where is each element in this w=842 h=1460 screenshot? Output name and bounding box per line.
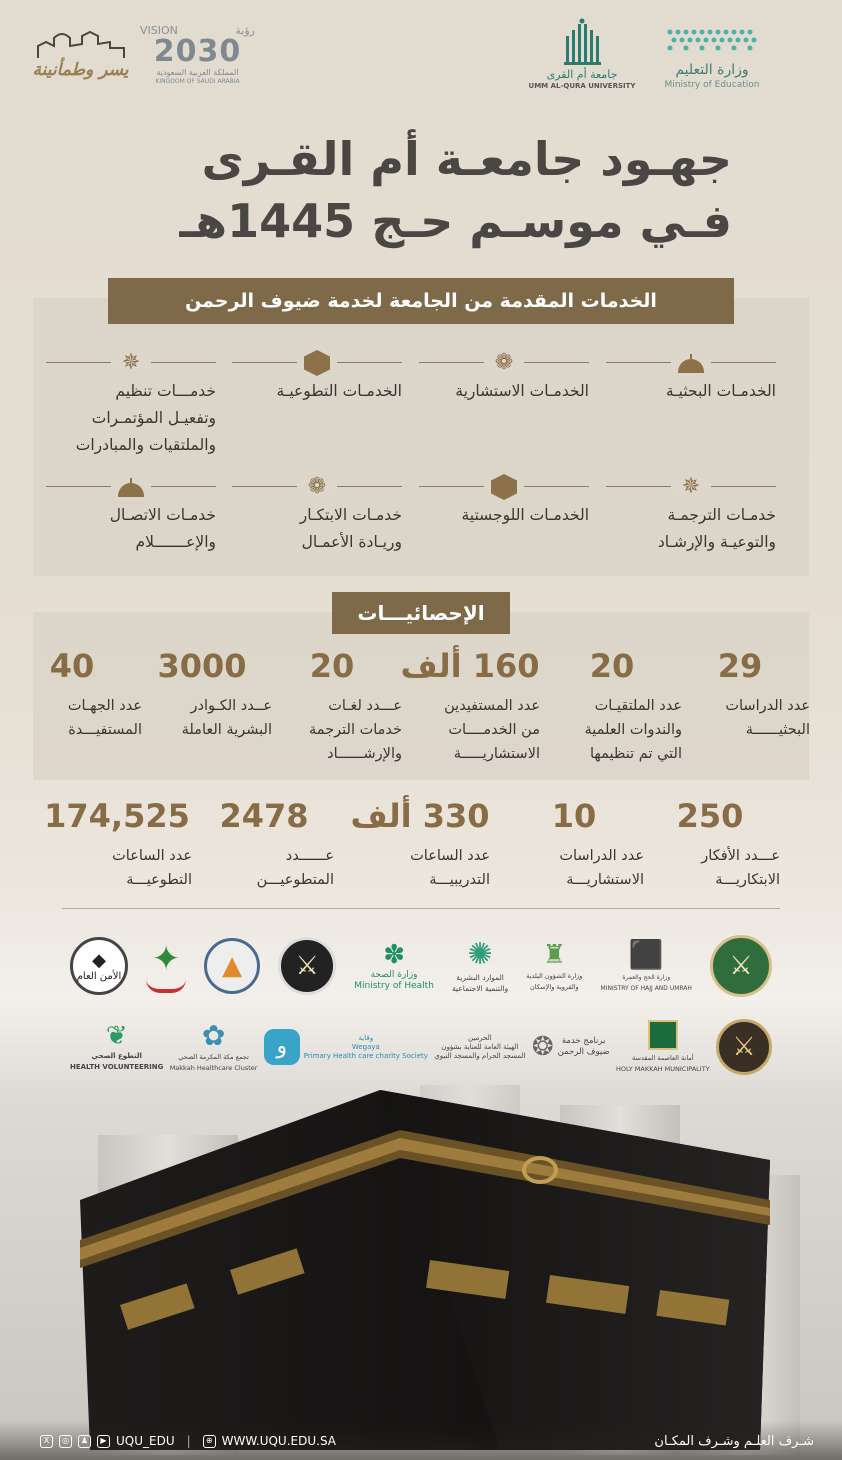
stat-label: عدد الدراسات الاستشاريـــة <box>559 848 644 888</box>
social-handle[interactable]: UQU_EDU <box>116 1434 175 1448</box>
wegaya-logo: وقاية Wegaya Primary Health care charity Society ﻭ <box>264 1029 428 1065</box>
makkah-municipality-logo: أمانة العاصمة المقدسة HOLY MAKKAH MUNICIPALITY <box>616 1020 710 1075</box>
watan-logo <box>28 28 133 80</box>
divider <box>62 908 780 909</box>
makkah-cluster-logo: ✿ تجمع مكة المكرمة الصحي Makkah Healthcare Cluster <box>169 1019 258 1072</box>
service-label: الخدمـات البحثيـة <box>665 382 776 400</box>
moe-logo <box>652 26 772 90</box>
service-label: الخدمـات اللوجستية <box>461 506 589 524</box>
service-label: خدمـات الاتصـال والإعـــــــلام <box>109 506 216 551</box>
uqu-label-en: UMM AL-QURA UNIVERSITY <box>528 82 636 90</box>
stat-volunteers <box>194 796 334 892</box>
service-label: خدمـات الترجمـة والتوعيـة والإرشـاد <box>657 506 776 551</box>
title-line-1: جهـود جامعـة أم القـرى <box>201 132 732 186</box>
partners-row-1 <box>70 930 772 1002</box>
vision-year: 2030 <box>153 34 242 69</box>
moe-label-ar: وزارة التعليم <box>675 62 749 78</box>
stat-volunteer-hours <box>42 796 192 892</box>
hexagon-icon <box>303 349 331 377</box>
website-link[interactable]: WWW.UQU.EDU.SA <box>221 1434 336 1448</box>
service-label: خدمـات الابتكـار وريـادة الأعمـال <box>299 506 402 551</box>
stat-ideas <box>640 796 780 892</box>
red-crescent-logo: ✦ <box>146 939 186 993</box>
service-label: الخدمـات الاستشارية <box>455 382 589 400</box>
stat-value: 2478 <box>219 797 309 835</box>
x-icon[interactable]: X <box>40 1435 53 1448</box>
stat-value: 174,525 <box>44 797 190 835</box>
watan-script: يسر وطمأنينة <box>32 60 129 80</box>
skyline-icon <box>36 28 126 60</box>
footer-slogan: شـرف العلـم وشـرف المكـان <box>654 1434 814 1449</box>
youtube-icon[interactable]: ▶ <box>97 1435 110 1448</box>
rosette-icon: ❁ <box>494 350 514 375</box>
star-icon: ✵ <box>121 350 141 375</box>
title-line-2: فـي موسـم حـج 1445هـ <box>179 194 732 248</box>
vision-2030-logo <box>140 24 255 85</box>
stat-label: عدد الجهـات المستفيـــدة <box>67 698 142 738</box>
stat-value: 250 <box>676 797 744 835</box>
uqu-label-ar: جامعة أم القرى <box>546 68 618 81</box>
footer-social: X ◎ ♟ ▶ UQU_EDU | ⊕ WWW.UQU.EDU.SA <box>40 1434 336 1448</box>
hr-ministry-logo: ✺ الموارد البشرية والتنمية الاجتماعية <box>451 937 509 993</box>
service-label: خدمـــات تنظيم وتفعيـل المؤتمـرات والملتقيات والمبادرات <box>75 382 216 454</box>
stat-beneficiaries <box>400 646 540 766</box>
dome-icon <box>677 349 705 377</box>
municipal-ministry-logo: ♜ وزارة الشؤون البلدية والقروية والإسكان <box>526 940 583 991</box>
dome-icon <box>117 473 145 501</box>
stat-value: 29 <box>717 647 763 685</box>
haramain-logo: الحرمين الهيئة العامة للعناية بشؤون المسجد الحرام والمسجد النبوي <box>434 1033 526 1060</box>
stat-value: 330 ألف <box>350 797 490 835</box>
hexagon-icon <box>490 473 518 501</box>
vision-word: VISION <box>140 24 178 37</box>
stat-label: عدد المستفيدين من الخدمــــات الاستشاريـــــة <box>444 698 540 762</box>
stat-training-hours <box>350 796 490 892</box>
service-label: الخدمـات التطوعيـة <box>276 382 402 400</box>
public-security-logo: ◆ الأمن العام <box>70 937 128 995</box>
stat-label: عدد الساعات التدريبيـــة <box>410 848 490 888</box>
vision-kingdom-en: KINGDOM OF SAUDI ARABIA <box>155 78 240 85</box>
special-security-logo: ⚔ <box>716 1019 772 1075</box>
stat-value: 20 <box>589 647 635 685</box>
globe-icon: ⊕ <box>203 1435 216 1448</box>
stats-heading: الإحصائيـــات <box>332 592 510 634</box>
interior-ministry-logo: ⚔ <box>710 935 772 997</box>
stat-consulting-studies <box>504 796 644 892</box>
stat-label: عــــــدد المتطوعيـــن <box>256 848 334 888</box>
instagram-icon[interactable]: ◎ <box>59 1435 72 1448</box>
stat-label: عدد الملتقيـات والندوات العلمية التي تم تنظيمها <box>584 698 682 762</box>
stat-value: 10 <box>551 797 597 835</box>
footer-bar <box>0 1420 842 1460</box>
moe-dots-icon <box>664 26 760 56</box>
uqu-emblem-icon <box>562 18 602 66</box>
snapchat-icon[interactable]: ♟ <box>78 1435 91 1448</box>
vision-kingdom-ar: المملكة العربية السعودية <box>156 68 239 77</box>
health-volunteering-logo: ❦ التطوع الصحي HEALTH VOLUNTEERING <box>70 1021 164 1071</box>
stat-value: 40 <box>49 647 95 685</box>
stat-label: عــدد الكـوادر البشرية العاملة <box>181 698 272 738</box>
vision-ar: رؤية <box>235 24 255 37</box>
stat-entities <box>2 646 142 742</box>
civil-defense-logo: ▲ <box>204 938 260 994</box>
doyof-program-logo: برنامج خدمة ضيوف الرحمن ❂ <box>531 1032 610 1062</box>
kaaba-illustration <box>80 1090 770 1450</box>
services-heading: الخدمات المقدمة من الجامعة لخدمة ضيوف الرحمن <box>108 278 734 324</box>
stat-research-studies <box>670 646 810 742</box>
star-icon: ✵ <box>681 474 701 499</box>
stat-label: عدد الدراسات البحثيــــــة <box>725 698 810 738</box>
stat-value: 20 <box>309 647 355 685</box>
stat-label: عـــدد الأفكار الابتكاريـــة <box>701 848 780 888</box>
partners-row-2 <box>70 1012 772 1082</box>
stat-value: 3000 <box>157 647 247 685</box>
stat-label: عـــدد لغـات خدمات الترجمة والإرشــــــاد <box>309 698 402 762</box>
header-logos <box>20 18 822 108</box>
stat-forums <box>542 646 682 766</box>
page-title <box>180 128 732 252</box>
moe-label-en: Ministry of Education <box>664 80 760 90</box>
stat-label: عدد الساعات التطوعيـــة <box>112 848 192 888</box>
uqu-logo <box>527 18 637 90</box>
health-ministry-logo: ✽ وزارة الصحة Ministry of Health <box>354 940 434 991</box>
stat-value: 160 ألف <box>400 647 540 685</box>
stat-languages <box>262 646 402 766</box>
stat-staff <box>132 646 272 742</box>
hajj-ministry-logo: ⬛ وزارة الحج والعمرة MINISTRY OF HAJJ AND UMRAH <box>600 938 692 992</box>
special-forces-logo: ⚔ <box>278 937 336 995</box>
rosette-icon: ❁ <box>307 474 327 499</box>
